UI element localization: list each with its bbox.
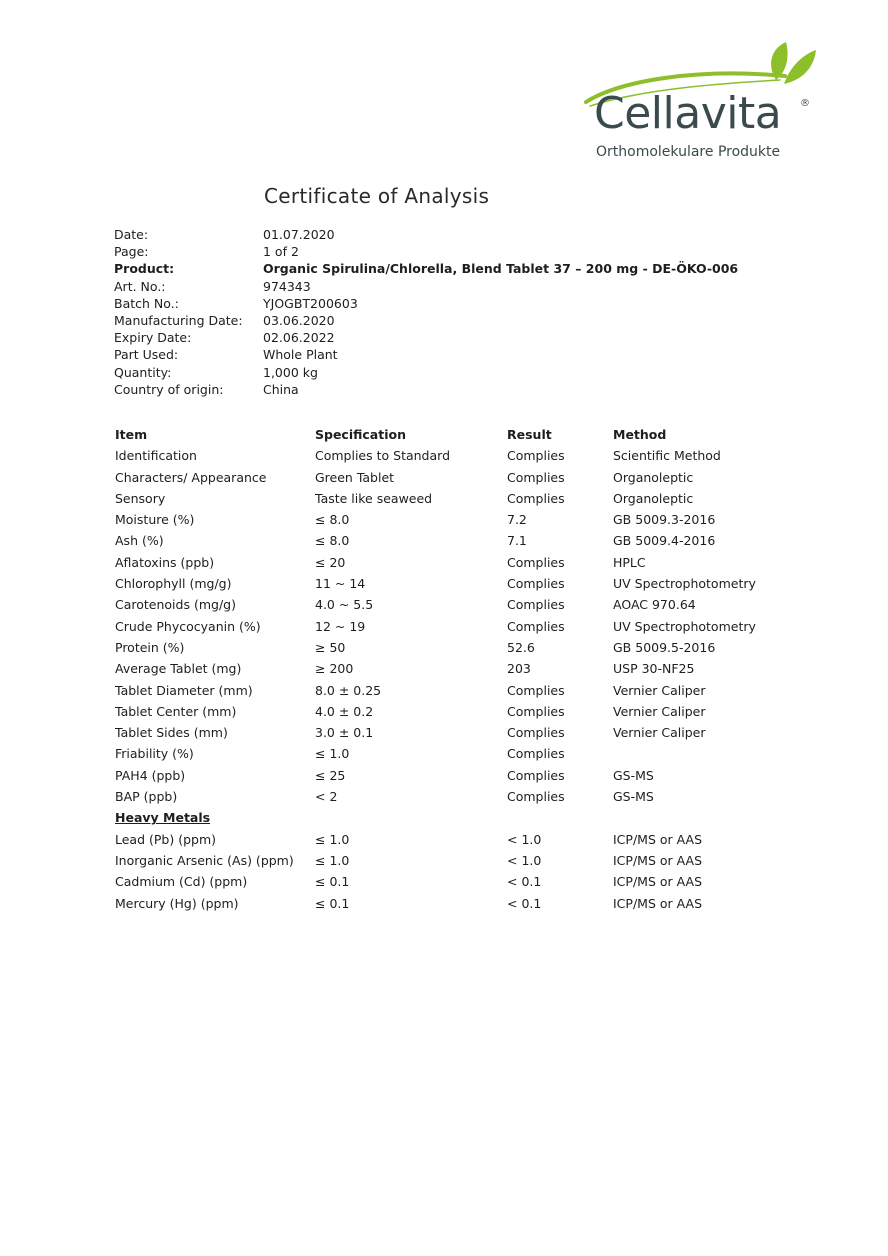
meta-value: 01.07.2020 xyxy=(263,227,335,242)
table-row xyxy=(115,552,756,573)
cell-method: GS-MS xyxy=(613,789,654,805)
cell-item: Ash (%) xyxy=(115,533,164,549)
cell-method: Vernier Caliper xyxy=(613,682,706,698)
logo-wordmark: Cellavita xyxy=(594,88,782,139)
document-title: Certificate of Analysis xyxy=(264,184,490,208)
cell-specification: ≥ 50 xyxy=(315,639,346,655)
cell-method: Scientific Method xyxy=(613,448,721,464)
heavy-metals-heading-row xyxy=(115,807,756,828)
meta-row xyxy=(114,226,738,243)
header-method: Method xyxy=(613,427,667,442)
cell-item: Friability (%) xyxy=(115,746,194,762)
cell-method: GB 5009.4-2016 xyxy=(613,533,716,549)
cell-result: < 0.1 xyxy=(507,895,542,911)
cell-specification: 12 ~ 19 xyxy=(315,618,366,634)
cell-specification: ≤ 1.0 xyxy=(315,831,350,847)
cell-method: Organoleptic xyxy=(613,490,694,506)
cell-specification: ≤ 8.0 xyxy=(315,512,350,528)
cell-result: Complies xyxy=(507,725,565,741)
meta-label: Product: xyxy=(114,261,175,277)
table-row xyxy=(115,893,756,914)
cell-specification: 11 ~ 14 xyxy=(315,576,366,592)
cell-result: Complies xyxy=(507,490,565,506)
cell-result: Complies xyxy=(507,746,565,762)
table-row xyxy=(115,722,756,743)
table-row xyxy=(115,765,756,786)
heavy-metals-title: Heavy Metals xyxy=(115,810,211,826)
table-row xyxy=(115,509,756,530)
cell-specification: ≤ 8.0 xyxy=(315,533,350,549)
cell-method: ICP/MS or AAS xyxy=(613,852,703,868)
cell-result: Complies xyxy=(507,789,565,805)
meta-label: Batch No.: xyxy=(114,295,179,311)
meta-value: 1,000 kg xyxy=(263,364,318,380)
meta-row xyxy=(114,260,738,277)
cell-specification: ≤ 0.1 xyxy=(315,895,350,911)
meta-row xyxy=(114,381,738,398)
cell-item: Carotenoids (mg/g) xyxy=(115,597,236,613)
cell-result: 52.6 xyxy=(507,639,535,655)
table-row xyxy=(115,530,756,551)
cell-result: 7.2 xyxy=(507,512,527,528)
cell-specification: 3.0 ± 0.1 xyxy=(315,725,374,741)
cell-result: Complies xyxy=(507,767,565,783)
cell-method: Organoleptic xyxy=(613,469,694,485)
cell-method: GB 5009.5-2016 xyxy=(613,639,716,655)
cell-specification: ≤ 20 xyxy=(315,554,346,570)
table-row xyxy=(115,871,756,892)
table-row xyxy=(115,445,756,466)
meta-value: Organic Spirulina/Chlorella, Blend Tablet 37 – 200 mg - DE-ÖKO-006 xyxy=(263,261,739,277)
cell-result: Complies xyxy=(507,597,565,613)
cell-result: Complies xyxy=(507,618,565,634)
cell-result: < 0.1 xyxy=(507,874,542,890)
meta-row xyxy=(114,312,738,329)
cell-item: Tablet Center (mm) xyxy=(115,703,237,719)
cell-item: Lead (Pb) (ppm) xyxy=(115,831,217,847)
table-row xyxy=(115,786,756,807)
cell-method: USP 30-NF25 xyxy=(613,661,695,677)
heavy-metals-body xyxy=(115,829,756,914)
meta-value: 974343 xyxy=(263,278,311,294)
cell-specification: ≤ 0.1 xyxy=(315,874,350,890)
table-body xyxy=(115,445,756,807)
cell-method: ICP/MS or AAS xyxy=(613,895,703,911)
meta-value: China xyxy=(263,381,299,397)
cell-item: Protein (%) xyxy=(115,639,185,655)
table-row xyxy=(115,594,756,615)
cell-method: UV Spectrophotometry xyxy=(613,618,756,634)
cell-result: Complies xyxy=(507,576,565,592)
cell-method: ICP/MS or AAS xyxy=(613,831,703,847)
cell-method: HPLC xyxy=(613,554,646,570)
meta-row xyxy=(114,278,738,295)
cell-item: Sensory xyxy=(115,490,166,506)
meta-label: Part Used: xyxy=(114,347,179,363)
cell-result: < 1.0 xyxy=(507,831,542,847)
cell-result: Complies xyxy=(507,448,565,464)
table-row xyxy=(115,616,756,637)
cell-result: Complies xyxy=(507,554,565,570)
table-row xyxy=(115,467,756,488)
table-row xyxy=(115,829,756,850)
cell-item: Chlorophyll (mg/g) xyxy=(115,576,232,592)
table-row xyxy=(115,488,756,509)
cell-method: GB 5009.3-2016 xyxy=(613,512,716,528)
cell-specification: ≤ 25 xyxy=(315,767,346,783)
table-row xyxy=(115,743,756,764)
meta-label: Quantity: xyxy=(114,364,172,380)
cell-method: UV Spectrophotometry xyxy=(613,576,756,592)
meta-row xyxy=(114,346,738,363)
cell-item: Aflatoxins (ppb) xyxy=(115,554,215,570)
meta-row xyxy=(114,243,738,260)
cell-specification: ≤ 1.0 xyxy=(315,852,350,868)
cell-specification: Complies to Standard xyxy=(315,448,450,464)
header-result: Result xyxy=(507,427,552,442)
cell-specification: ≥ 200 xyxy=(315,661,354,677)
registered-mark: ® xyxy=(800,98,810,109)
cell-specification: Green Tablet xyxy=(315,469,395,485)
company-logo xyxy=(580,40,820,165)
meta-value: 02.06.2022 xyxy=(263,330,335,346)
table-header-row xyxy=(115,424,756,445)
cell-result: Complies xyxy=(507,703,565,719)
cell-item: Moisture (%) xyxy=(115,512,195,528)
cell-item: BAP (ppb) xyxy=(115,789,178,805)
cell-specification: ≤ 1.0 xyxy=(315,746,350,762)
meta-label: Country of origin: xyxy=(114,381,224,397)
cell-specification: 4.0 ± 0.2 xyxy=(315,703,374,719)
meta-label: Manufacturing Date: xyxy=(114,312,243,328)
meta-label: Page: xyxy=(114,244,149,260)
meta-row xyxy=(114,364,738,381)
table-row xyxy=(115,658,756,679)
meta-value: Whole Plant xyxy=(263,347,338,363)
table-row xyxy=(115,850,756,871)
cell-item: Tablet Sides (mm) xyxy=(115,725,228,741)
table-row xyxy=(115,680,756,701)
cell-item: Mercury (Hg) (ppm) xyxy=(115,895,239,911)
cell-result: Complies xyxy=(507,469,565,485)
analysis-table xyxy=(115,424,756,914)
cell-result: < 1.0 xyxy=(507,852,542,868)
cell-method: AOAC 970.64 xyxy=(613,597,696,613)
cell-item: Crude Phycocyanin (%) xyxy=(115,618,261,634)
product-metadata xyxy=(114,226,738,398)
cell-specification: 8.0 ± 0.25 xyxy=(315,682,382,698)
cell-item: Characters/ Appearance xyxy=(115,469,267,485)
table-row xyxy=(115,573,756,594)
cell-item: PAH4 (ppb) xyxy=(115,767,186,783)
cell-result: 203 xyxy=(507,661,531,677)
cell-result: 7.1 xyxy=(507,533,527,549)
meta-label: Art. No.: xyxy=(114,278,166,294)
cell-item: Cadmium (Cd) (ppm) xyxy=(115,874,248,890)
cell-method: GS-MS xyxy=(613,767,654,783)
meta-row xyxy=(114,329,738,346)
meta-label: Date: xyxy=(114,227,149,242)
cell-method: Vernier Caliper xyxy=(613,725,706,741)
header-specification: Specification xyxy=(315,427,406,442)
meta-label: Expiry Date: xyxy=(114,330,192,346)
logo-tagline: Orthomolekulare Produkte xyxy=(596,144,781,160)
cell-method: Vernier Caliper xyxy=(613,703,706,719)
cell-item: Identification xyxy=(115,448,197,464)
header-item: Item xyxy=(115,427,148,442)
cell-method: ICP/MS or AAS xyxy=(613,874,703,890)
meta-value: YJOGBT200603 xyxy=(263,295,358,311)
table-row xyxy=(115,701,756,722)
cell-specification: Taste like seaweed xyxy=(315,490,433,506)
cell-item: Average Tablet (mg) xyxy=(115,661,242,677)
meta-value: 03.06.2020 xyxy=(263,312,335,328)
meta-row xyxy=(114,295,738,312)
cell-specification: < 2 xyxy=(315,789,338,805)
cell-item: Inorganic Arsenic (As) (ppm) xyxy=(115,852,294,868)
cell-specification: 4.0 ~ 5.5 xyxy=(315,597,374,613)
cell-item: Tablet Diameter (mm) xyxy=(115,682,253,698)
table-row xyxy=(115,637,756,658)
cell-result: Complies xyxy=(507,682,565,698)
meta-value: 1 of 2 xyxy=(263,244,299,260)
